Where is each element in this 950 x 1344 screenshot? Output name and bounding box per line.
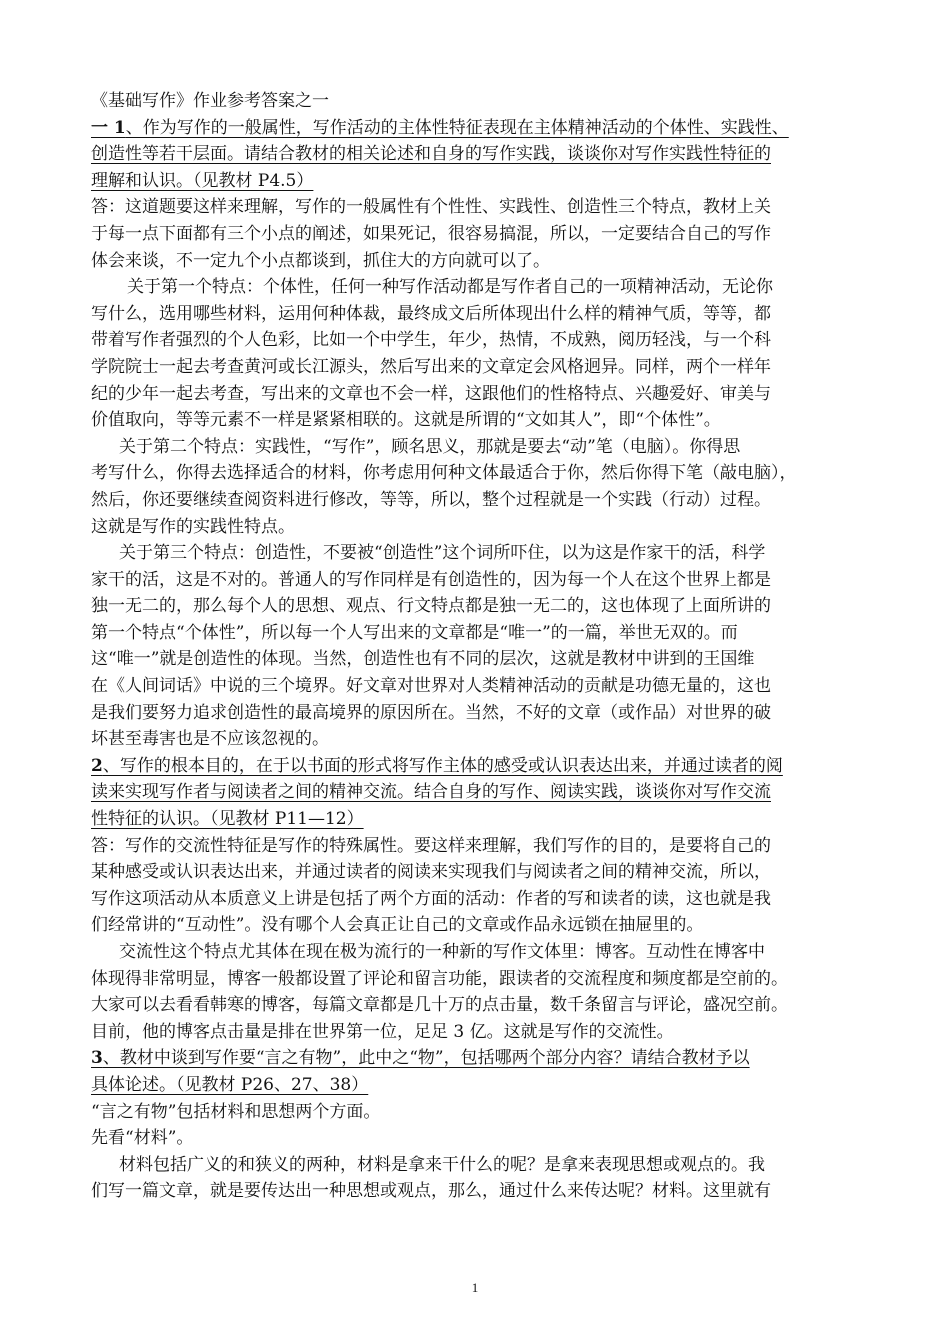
answer-1-para-1-line: 价值取向，等等元素不一样是紧紧相联的。这就是所谓的“文如其人”，即“个体性”。 (91, 410, 721, 431)
answer-1-para-3-line: 坏甚至毒害也是不应该忽视的。 (91, 729, 329, 750)
answer-3-para-1-line: 材料包括广义的和狭义的两种，材料是拿来干什么的呢？是拿来表现思想或观点的。我 (119, 1154, 765, 1175)
answer-2-line: 写作这项活动从本质意义上讲是包括了两个方面的活动：作者的写和读者的读，这也就是我 (91, 888, 771, 909)
question-1-line-2: 创造性等若干层面。请结合教材的相关论述和自身的写作实践，谈谈你对写作实践性特征的 (91, 144, 771, 165)
answer-1-para-1-line: 纪的少年一起去考查，写出来的文章也不会一样，这跟他们的性格特点、兴趣爱好、审美与 (91, 383, 771, 404)
answer-1-para-3-line: 这“唯一”就是创造性的体现。当然，创造性也有不同的层次，这就是教材中讲到的王国维 (91, 649, 755, 670)
answer-2-line: 某种感受或认识表达出来，并通过读者的阅读来实现我们与阅读者之间的精神交流，所以， (91, 862, 771, 883)
document-page (91, 88, 863, 1205)
answer-1-para-2-line: 这就是写作的实践性特点。 (91, 516, 295, 537)
answer-1-para-3-line: 关于第三个特点：创造性，不要被“创造性”这个词所吓住，以为这是作家干的活，科学 (119, 543, 766, 564)
answer-1-line: 于每一点下面都有三个小点的阐述，如果死记，很容易搞混，所以，一定要结合自己的写作 (91, 223, 771, 244)
answer-1-para-1-line: 带着写作者强烈的个人色彩，比如一个中学生，年少，热情，不成熟，阅历轻浅，与一个科 (91, 330, 771, 351)
answer-2-line: 们经常讲的“互动性”。没有哪个人会真正让自己的文章或作品永远锁在抽屉里的。 (91, 915, 704, 936)
answer-1-para-3-line: 家干的活，这是不对的。普通人的写作同样是有创造性的，因为每一个人在这个世界上都是 (91, 569, 771, 590)
question-3-number: 3 (91, 1048, 103, 1069)
answer-1-para-2-line: 考写什么，你得去选择适合的材料，你考虑用何种文体最适合于你，然后你得下笔（敲电脑）， (91, 463, 797, 484)
question-3-line-2: 具体论述。（见教材 P26、27、38） (91, 1074, 369, 1095)
answer-2-para-1-line: 体现得非常明显，博客一般都设置了评论和留言功能，跟读者的交流程度和频度都是空前的。 (91, 968, 788, 989)
question-1-line-1: 一 1、作为写作的一般属性，写作活动的主体性特征表现在主体精神活动的个体性、实践性、 (91, 117, 789, 138)
answer-2-para-1-line: 大家可以去看看韩寒的博客，每篇文章都是几十万的点击量，数千条留言与评论，盛况空前。 (91, 995, 788, 1016)
answer-2-line: 答：写作的交流性特征是写作的特殊属性。要这样来理解，我们写作的目的，是要将自己的 (91, 835, 771, 856)
question-3-line-1: 3、教材中谈到写作要“言之有物”，此中之“物”，包括哪两个部分内容？请结合教材予以 (91, 1048, 750, 1069)
question-2-number: 2 (91, 755, 103, 776)
answer-1-para-3-line: 在《人间词话》中说的三个境界。好文章对世界对人类精神活动的贡献是功德无量的，这也 (91, 676, 771, 697)
question-1-number: 一 1 (91, 117, 126, 138)
answer-1-para-3-line: 独一无二的，那么每个人的思想、观点、行文特点都是独一无二的，这也体现了上面所讲的 (91, 596, 771, 617)
answer-1-line: 体会来谈，不一定九个小点都谈到，抓住大的方向就可以了。 (91, 250, 550, 271)
answer-2-para-1-line: 目前，他的博客点击量是排在世界第一位，足足 3 亿。这就是写作的交流性。 (91, 1021, 674, 1042)
question-1-line-3: 理解和认识。（见教材 P4.5） (91, 170, 314, 191)
document-title: 《基础写作》作业参考答案之一 (91, 91, 329, 111)
answer-1-para-1-line: 关于第一个特点：个体性，任何一种写作活动都是写作者自己的一项精神活动，无论你 (127, 277, 773, 298)
answer-1-para-1-line: 写什么，选用哪些材料，运用何种体裁，最终成文后所体现出什么样的精神气质，等等，都 (91, 303, 771, 324)
question-2-line-1: 2、写作的根本目的，在于以书面的形式将写作主体的感受或认识表达出来，并通过读者的阅 (91, 755, 783, 776)
answer-1-para-2-line: 关于第二个特点：实践性，“写作”，顾名思义，那就是要去“动”笔（电脑）。你得思 (119, 436, 741, 457)
answer-3-para-1-line: 们写一篇文章，就是要传达出一种思想或观点，那么，通过什么来传达呢？材料。这里就有 (91, 1181, 771, 1202)
answer-1-para-2-line: 然后，你还要继续查阅资料进行修改，等等，所以，整个过程就是一个实践（行动）过程。 (91, 489, 771, 510)
answer-1-para-3-line: 是我们要努力追求创造性的最高境界的原因所在。当然，不好的文章（或作品）对世界的破 (91, 702, 771, 723)
answer-3-line: “言之有物”包括材料和思想两个方面。 (91, 1101, 381, 1122)
answer-1-line: 答：这道题要这样来理解，写作的一般属性有个性性、实践性、创造性三个特点，教材上关 (91, 197, 771, 218)
answer-1-para-1-line: 学院院士一起去考查黄河或长江源头，然后写出来的文章定会风格迥异。同样，两个一样年 (91, 356, 771, 377)
answer-1-para-3-line: 第一个特点“个体性”，所以每一个人写出来的文章都是“唯一”的一篇，举世无双的。而 (91, 622, 738, 643)
question-2-line-3: 性特征的认识。（见教材 P11—12） (91, 809, 364, 830)
page-number: 1 (471, 1280, 479, 1295)
answer-3-line: 先看“材料”。 (91, 1128, 194, 1149)
answer-2-para-1-line: 交流性这个特点尤其体在现在极为流行的一种新的写作文体里：博客。互动性在博客中 (119, 942, 765, 962)
question-2-line-2: 读来实现写作者与阅读者之间的精神交流。结合自身的写作、阅读实践，谈谈你对写作交流 (91, 782, 771, 803)
